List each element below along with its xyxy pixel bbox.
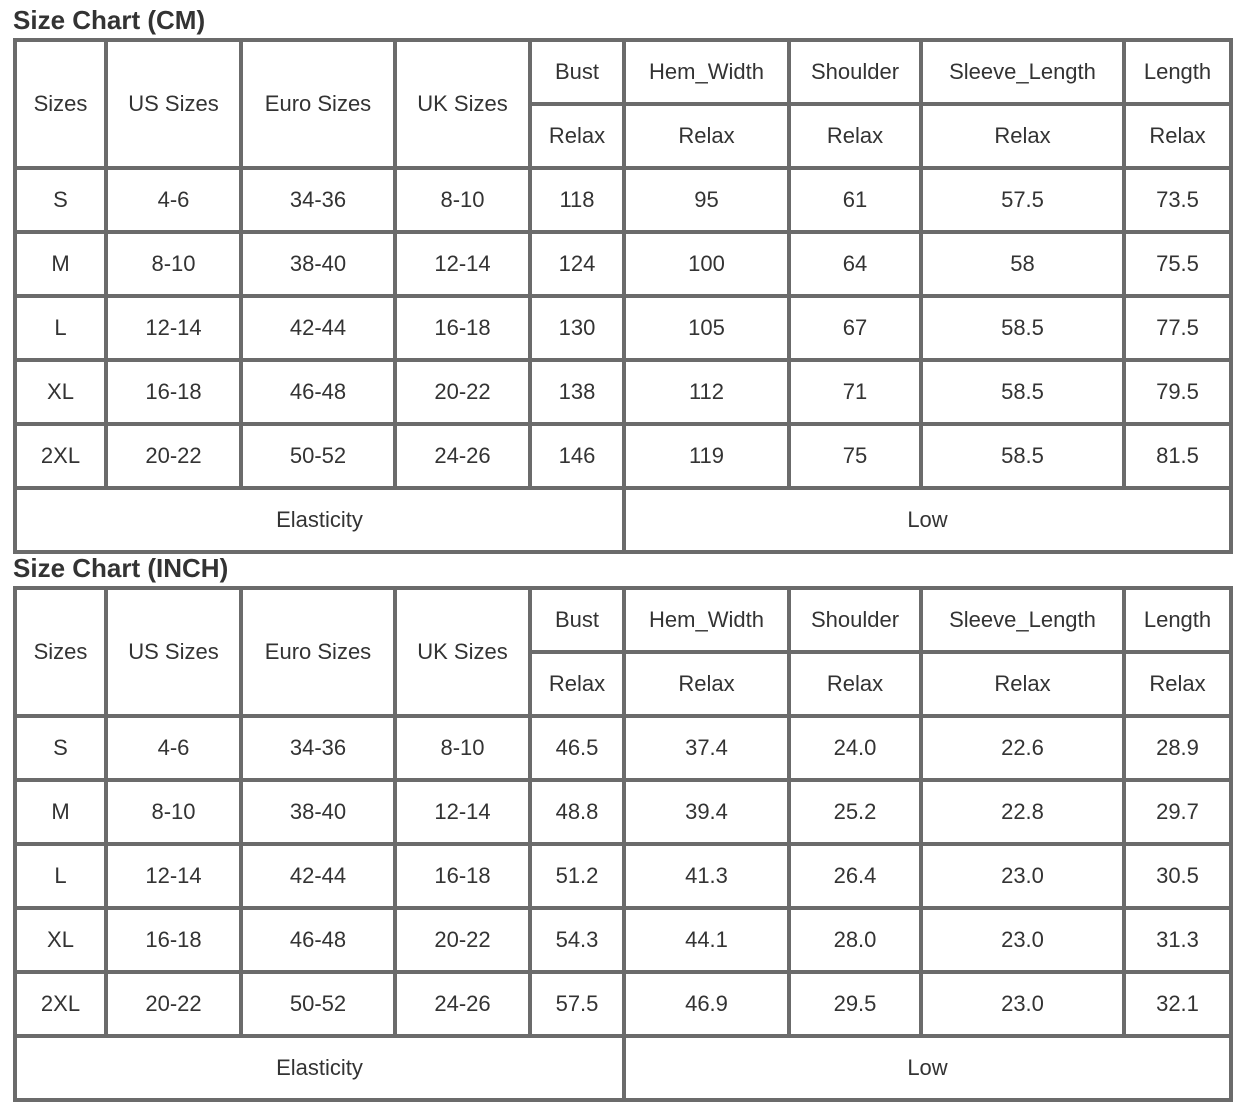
cell-us: 20-22 — [106, 972, 241, 1036]
cell-sleeve-length: 23.0 — [921, 972, 1124, 1036]
cell-uk: 8-10 — [395, 716, 530, 780]
cell-hem-width: 100 — [624, 232, 789, 296]
cell-euro: 50-52 — [241, 972, 395, 1036]
cell-euro: 42-44 — [241, 296, 395, 360]
cell-bust: 138 — [530, 360, 624, 424]
fit-sleeve-length: Relax — [921, 652, 1124, 716]
cell-euro: 50-52 — [241, 424, 395, 488]
cell-bust: 46.5 — [530, 716, 624, 780]
header-us-sizes: US Sizes — [106, 40, 241, 168]
cell-us: 16-18 — [106, 908, 241, 972]
fit-sleeve-length: Relax — [921, 104, 1124, 168]
cell-euro: 46-48 — [241, 908, 395, 972]
fit-length: Relax — [1124, 652, 1231, 716]
fit-bust: Relax — [530, 652, 624, 716]
elasticity-label: Elasticity — [15, 1036, 624, 1100]
cell-length: 32.1 — [1124, 972, 1231, 1036]
cell-euro: 34-36 — [241, 168, 395, 232]
cell-sleeve-length: 22.8 — [921, 780, 1124, 844]
cell-hem-width: 119 — [624, 424, 789, 488]
cell-bust: 54.3 — [530, 908, 624, 972]
size-chart-inch-section — [13, 548, 1233, 1102]
header-shoulder: Shoulder — [789, 40, 921, 104]
cell-sleeve-length: 23.0 — [921, 844, 1124, 908]
cell-shoulder: 75 — [789, 424, 921, 488]
header-hem-width: Hem_Width — [624, 588, 789, 652]
cell-shoulder: 71 — [789, 360, 921, 424]
cell-uk: 16-18 — [395, 296, 530, 360]
header-sizes: Sizes — [15, 40, 106, 168]
cell-us: 8-10 — [106, 232, 241, 296]
cell-shoulder: 61 — [789, 168, 921, 232]
cell-shoulder: 28.0 — [789, 908, 921, 972]
cell-uk: 16-18 — [395, 844, 530, 908]
cell-us: 12-14 — [106, 296, 241, 360]
table-row — [15, 232, 1231, 296]
cell-bust: 146 — [530, 424, 624, 488]
header-sleeve-length: Sleeve_Length — [921, 588, 1124, 652]
cell-hem-width: 112 — [624, 360, 789, 424]
cell-bust: 130 — [530, 296, 624, 360]
size-chart-cm-section — [13, 0, 1233, 554]
cell-euro: 34-36 — [241, 716, 395, 780]
fit-shoulder: Relax — [789, 104, 921, 168]
cell-euro: 38-40 — [241, 780, 395, 844]
cell-size: L — [15, 296, 106, 360]
cell-sleeve-length: 22.6 — [921, 716, 1124, 780]
header-euro-sizes: Euro Sizes — [241, 40, 395, 168]
cell-hem-width: 44.1 — [624, 908, 789, 972]
header-us-sizes: US Sizes — [106, 588, 241, 716]
cell-bust: 48.8 — [530, 780, 624, 844]
size-chart-inch-table — [13, 586, 1233, 1102]
cell-hem-width: 105 — [624, 296, 789, 360]
fit-bust: Relax — [530, 104, 624, 168]
footer-row — [15, 1036, 1231, 1100]
cell-us: 16-18 — [106, 360, 241, 424]
table-row — [15, 908, 1231, 972]
cell-size: XL — [15, 360, 106, 424]
cell-uk: 8-10 — [395, 168, 530, 232]
cell-shoulder: 29.5 — [789, 972, 921, 1036]
size-chart-inch-title: Size Chart (INCH) — [13, 553, 229, 583]
cell-uk: 20-22 — [395, 360, 530, 424]
fit-shoulder: Relax — [789, 652, 921, 716]
cell-hem-width: 46.9 — [624, 972, 789, 1036]
header-bust: Bust — [530, 588, 624, 652]
size-chart-cm-table — [13, 38, 1233, 554]
cell-uk: 24-26 — [395, 972, 530, 1036]
cell-size: 2XL — [15, 972, 106, 1036]
table-row — [15, 780, 1231, 844]
table-row — [15, 168, 1231, 232]
header-uk-sizes: UK Sizes — [395, 588, 530, 716]
fit-hem-width: Relax — [624, 652, 789, 716]
header-uk-sizes: UK Sizes — [395, 40, 530, 168]
cell-bust: 124 — [530, 232, 624, 296]
cell-us: 4-6 — [106, 168, 241, 232]
cell-shoulder: 24.0 — [789, 716, 921, 780]
cell-length: 30.5 — [1124, 844, 1231, 908]
table-row — [15, 296, 1231, 360]
table-row — [15, 360, 1231, 424]
cell-hem-width: 37.4 — [624, 716, 789, 780]
header-length: Length — [1124, 40, 1231, 104]
header-hem-width: Hem_Width — [624, 40, 789, 104]
table-row — [15, 716, 1231, 780]
fit-length: Relax — [1124, 104, 1231, 168]
header-bust: Bust — [530, 40, 624, 104]
cell-euro: 46-48 — [241, 360, 395, 424]
size-chart-cm-title: Size Chart (CM) — [13, 5, 206, 35]
cell-bust: 51.2 — [530, 844, 624, 908]
cell-size: M — [15, 780, 106, 844]
cell-hem-width: 95 — [624, 168, 789, 232]
cell-size: XL — [15, 908, 106, 972]
cell-length: 75.5 — [1124, 232, 1231, 296]
elasticity-value: Low — [624, 488, 1231, 552]
cell-length: 77.5 — [1124, 296, 1231, 360]
cell-sleeve-length: 58.5 — [921, 360, 1124, 424]
cell-size: 2XL — [15, 424, 106, 488]
cell-shoulder: 64 — [789, 232, 921, 296]
elasticity-value: Low — [624, 1036, 1231, 1100]
cell-length: 28.9 — [1124, 716, 1231, 780]
cell-us: 4-6 — [106, 716, 241, 780]
cell-size: S — [15, 168, 106, 232]
cell-sleeve-length: 23.0 — [921, 908, 1124, 972]
cell-length: 81.5 — [1124, 424, 1231, 488]
header-shoulder: Shoulder — [789, 588, 921, 652]
cell-sleeve-length: 58 — [921, 232, 1124, 296]
cell-us: 8-10 — [106, 780, 241, 844]
table-row — [15, 972, 1231, 1036]
cell-length: 31.3 — [1124, 908, 1231, 972]
cell-us: 12-14 — [106, 844, 241, 908]
header-sleeve-length: Sleeve_Length — [921, 40, 1124, 104]
cell-length: 73.5 — [1124, 168, 1231, 232]
cell-length: 79.5 — [1124, 360, 1231, 424]
cell-euro: 42-44 — [241, 844, 395, 908]
cell-hem-width: 39.4 — [624, 780, 789, 844]
cell-size: S — [15, 716, 106, 780]
cell-shoulder: 26.4 — [789, 844, 921, 908]
cell-shoulder: 25.2 — [789, 780, 921, 844]
cell-euro: 38-40 — [241, 232, 395, 296]
cell-uk: 12-14 — [395, 780, 530, 844]
footer-row — [15, 488, 1231, 552]
header-sizes: Sizes — [15, 588, 106, 716]
cell-size: L — [15, 844, 106, 908]
table-row — [15, 424, 1231, 488]
cell-sleeve-length: 57.5 — [921, 168, 1124, 232]
cell-uk: 24-26 — [395, 424, 530, 488]
cell-sleeve-length: 58.5 — [921, 424, 1124, 488]
fit-hem-width: Relax — [624, 104, 789, 168]
elasticity-label: Elasticity — [15, 488, 624, 552]
cell-size: M — [15, 232, 106, 296]
cell-bust: 118 — [530, 168, 624, 232]
header-length: Length — [1124, 588, 1231, 652]
cell-hem-width: 41.3 — [624, 844, 789, 908]
cell-sleeve-length: 58.5 — [921, 296, 1124, 360]
table-row — [15, 844, 1231, 908]
header-euro-sizes: Euro Sizes — [241, 588, 395, 716]
cell-length: 29.7 — [1124, 780, 1231, 844]
cell-uk: 20-22 — [395, 908, 530, 972]
cell-shoulder: 67 — [789, 296, 921, 360]
cell-us: 20-22 — [106, 424, 241, 488]
cell-uk: 12-14 — [395, 232, 530, 296]
header-row — [15, 40, 1231, 104]
header-row — [15, 588, 1231, 652]
cell-bust: 57.5 — [530, 972, 624, 1036]
